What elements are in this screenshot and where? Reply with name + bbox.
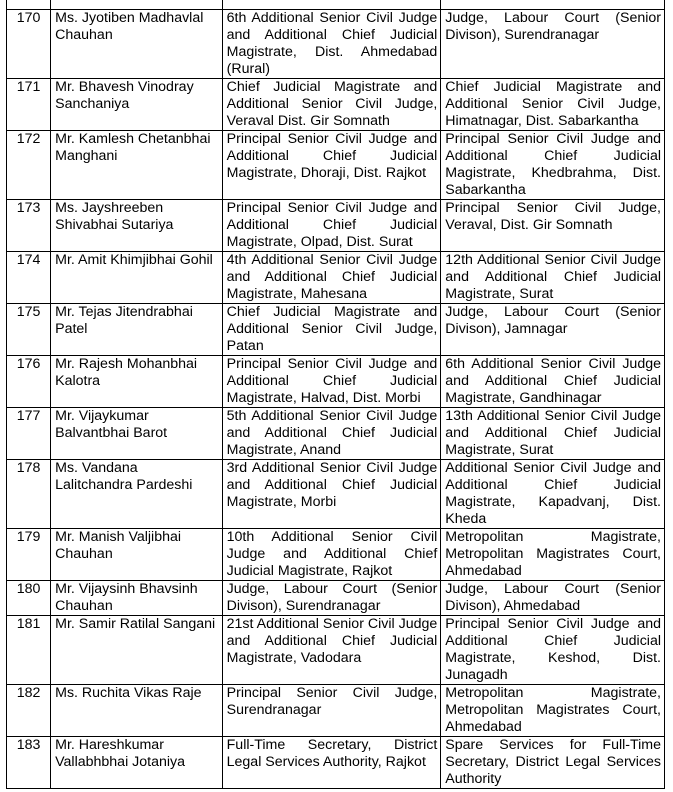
officer-name-cell — [51, 460, 223, 529]
officer-name: Mr. Vijaysinh Bhavsinh Chauhan — [55, 581, 198, 614]
row-number: 183 — [16, 737, 41, 753]
table-row — [7, 737, 665, 789]
new-posting-cell — [441, 356, 665, 408]
new-posting-cell — [441, 408, 665, 460]
officer-name: Ms. Vandana Lalitchandra Pardeshi — [55, 460, 193, 493]
present-posting: 4th Additional Senior Civil Judge and Additional Chief Judicial Magistrate, Mahesana — [226, 252, 438, 302]
new-posting-cell — [441, 460, 665, 529]
officer-name-cell — [51, 737, 223, 789]
row-number: 175 — [16, 304, 41, 320]
row-number: 182 — [16, 685, 41, 701]
new-posting-cell — [441, 0, 665, 10]
new-posting-cell — [441, 10, 665, 79]
officer-name-cell — [51, 200, 223, 252]
new-posting-cell — [441, 304, 665, 356]
row-number-cell — [7, 356, 51, 408]
table-row — [7, 356, 665, 408]
new-posting: Additional Senior Civil Judge and Additional Chief Judicial Magistrate, Kapadvanj, Dist. Kheda — [445, 460, 661, 527]
new-posting-cell — [441, 252, 665, 304]
new-posting-cell — [441, 737, 665, 789]
table-row — [7, 529, 665, 581]
officer-name: Mr. Bhavesh Vinodray Sanchaniya — [55, 79, 194, 112]
row-number: 181 — [16, 616, 41, 632]
new-posting: Principal Senior Civil Judge, Veraval, Dist. Gir Somnath — [445, 200, 661, 233]
new-posting-cell — [441, 616, 665, 685]
officer-name: Mr. Samir Ratilal Sangani — [55, 616, 216, 632]
officer-name: Mr. Amit Khimjibhai Gohil — [55, 252, 213, 268]
table-row — [7, 685, 665, 737]
present-posting-cell — [222, 685, 441, 737]
table-row — [7, 304, 665, 356]
present-posting-cell — [222, 200, 441, 252]
present-posting: 6th Additional Senior Civil Judge and Additional Chief Judicial Magistrate, Dist. Ahmedabad (Rural) — [226, 10, 438, 77]
officer-name: Ms. Jayshreeben Shivabhai Sutariya — [55, 200, 174, 233]
row-number: 176 — [16, 356, 41, 372]
row-number: 171 — [16, 79, 41, 95]
row-number: 172 — [16, 131, 41, 147]
officer-name: Mr. Manish Valjibhai Chauhan — [55, 529, 182, 562]
officer-name-cell — [51, 304, 223, 356]
table-row — [7, 252, 665, 304]
officer-name-cell — [51, 685, 223, 737]
present-posting-cell — [222, 460, 441, 529]
new-posting-cell — [441, 581, 665, 616]
officer-name-cell — [51, 252, 223, 304]
row-number-cell — [7, 200, 51, 252]
officer-name-cell — [51, 616, 223, 685]
present-posting-cell — [222, 737, 441, 789]
new-posting-cell — [441, 131, 665, 200]
present-posting-cell — [222, 131, 441, 200]
new-posting-fragment — [445, 0, 661, 1]
row-number-cell — [7, 581, 51, 616]
new-posting: Spare Services for Full-Time Secretary, District Legal Services Authority — [445, 737, 661, 787]
present-posting: Principal Senior Civil Judge and Additional Chief Judicial Magistrate, Olpad, Dist. Surat — [226, 200, 438, 250]
row-number: 173 — [16, 200, 41, 216]
officer-name-cell — [51, 10, 223, 79]
present-posting: Chief Judicial Magistrate and Additional Senior Civil Judge, Patan — [226, 304, 438, 354]
present-posting-cell — [222, 408, 441, 460]
officer-name-cell — [51, 0, 223, 10]
table-row — [7, 131, 665, 200]
row-number-cell — [7, 616, 51, 685]
row-number-cell — [7, 460, 51, 529]
new-posting: Metropolitan Magistrate, Metropolitan Magistrates Court, Ahmedabad — [445, 685, 661, 735]
row-number: 177 — [16, 408, 41, 424]
officer-name-cell — [51, 131, 223, 200]
present-posting: 5th Additional Senior Civil Judge and Additional Chief Judicial Magistrate, Anand — [226, 408, 438, 458]
row-number-cell — [7, 252, 51, 304]
new-posting: Chief Judicial Magistrate and Additional Senior Civil Judge, Himatnagar, Dist. Sabarkantha — [445, 79, 661, 129]
new-posting-cell — [441, 79, 665, 131]
row-number: 180 — [16, 581, 41, 597]
new-posting: Principal Senior Civil Judge and Additional Chief Judicial Magistrate, Khedbrahma, Dist. Sabarkantha — [445, 131, 661, 198]
officer-name: Ms. Ruchita Vikas Raje — [55, 685, 202, 701]
present-posting-cell — [222, 581, 441, 616]
row-number: 178 — [16, 460, 41, 476]
officer-name-cell — [51, 581, 223, 616]
present-posting: 21st Additional Senior Civil Judge and Additional Chief Judicial Magistrate, Vadodara — [226, 616, 438, 666]
present-posting-cell — [222, 304, 441, 356]
present-posting-cell — [222, 356, 441, 408]
present-posting: Full-Time Secretary, District Legal Services Authority, Rajkot — [226, 737, 438, 770]
officer-name: Mr. Vijaykumar Balvantbhai Barot — [55, 408, 168, 441]
officer-name: Mr. Tejas Jitendrabhai Patel — [55, 304, 193, 337]
new-posting: 13th Additional Senior Civil Judge and Additional Chief Judicial Magistrate, Surat — [445, 408, 661, 458]
present-posting-cell — [222, 529, 441, 581]
table-row — [7, 408, 665, 460]
row-number: 179 — [16, 529, 41, 545]
row-number-cell — [7, 408, 51, 460]
table-row — [7, 581, 665, 616]
present-posting: Principal Senior Civil Judge and Additional Chief Judicial Magistrate, Dhoraji, Dist. Rajkot — [226, 131, 438, 181]
present-posting-cell — [222, 79, 441, 131]
new-posting-cell — [441, 685, 665, 737]
present-posting: Principal Senior Civil Judge and Additional Chief Judicial Magistrate, Halvad, Dist. Morbi — [226, 356, 438, 406]
row-number-cell — [7, 131, 51, 200]
present-posting: Chief Judicial Magistrate and Additional Senior Civil Judge, Veraval Dist. Gir Somnath — [226, 79, 438, 129]
row-number-cell — [7, 79, 51, 131]
table-row — [7, 616, 665, 685]
new-posting: Metropolitan Magistrate, Metropolitan Magistrates Court, Ahmedabad — [445, 529, 661, 579]
officer-name: Mr. Rajesh Mohanbhai Kalotra — [55, 356, 198, 389]
table-row — [7, 200, 665, 252]
officer-name-cell — [51, 356, 223, 408]
partial-top-row — [7, 0, 665, 10]
row-number-cell — [7, 529, 51, 581]
officer-name: Mr. Kamlesh Chetanbhai Manghani — [55, 131, 211, 164]
row-number-cell — [7, 304, 51, 356]
present-posting: 3rd Additional Senior Civil Judge and Additional Chief Judicial Magistrate, Morbi — [226, 460, 438, 510]
row-number: 174 — [16, 252, 41, 268]
new-posting-cell — [441, 200, 665, 252]
table-row — [7, 79, 665, 131]
transfer-table — [6, 0, 665, 789]
present-posting-fragment — [227, 0, 438, 1]
officer-name-cell — [51, 408, 223, 460]
present-posting: Judge, Labour Court (Senior Divison), Surendranagar — [226, 581, 438, 614]
present-posting-cell — [222, 252, 441, 304]
row-number-cell — [7, 10, 51, 79]
transfer-table-body — [7, 0, 665, 789]
present-posting-cell — [222, 0, 441, 10]
officer-name: Mr. Hareshkumar Vallabhbhai Jotaniya — [55, 737, 186, 770]
row-number-cell — [7, 0, 51, 10]
officer-name: Ms. Jyotiben Madhavlal Chauhan — [55, 10, 204, 43]
new-posting-cell — [441, 529, 665, 581]
table-row — [7, 10, 665, 79]
new-posting: 12th Additional Senior Civil Judge and Additional Chief Judicial Magistrate, Surat — [445, 252, 661, 302]
present-posting: Principal Senior Civil Judge, Surendranagar — [226, 685, 438, 718]
table-row — [7, 460, 665, 529]
new-posting: Judge, Labour Court (Senior Divison), Jamnagar — [445, 304, 661, 337]
new-posting: Judge, Labour Court (Senior Divison), Ahmedabad — [445, 581, 661, 614]
new-posting: 6th Additional Senior Civil Judge and Additional Chief Judicial Magistrate, Gandhinagar — [445, 356, 661, 406]
present-posting-cell — [222, 616, 441, 685]
row-number-cell — [7, 685, 51, 737]
new-posting: Judge, Labour Court (Senior Divison), Surendranagar — [445, 10, 661, 43]
officer-name-cell — [51, 79, 223, 131]
row-number-cell — [7, 737, 51, 789]
officer-name-cell — [51, 529, 223, 581]
present-posting-cell — [222, 10, 441, 79]
row-number: 170 — [16, 10, 41, 26]
new-posting: Principal Senior Civil Judge and Additional Chief Judicial Magistrate, Keshod, Dist. Junagadh — [445, 616, 661, 683]
present-posting: 10th Additional Senior Civil Judge and Additional Chief Judicial Magistrate, Rajkot — [226, 529, 438, 579]
